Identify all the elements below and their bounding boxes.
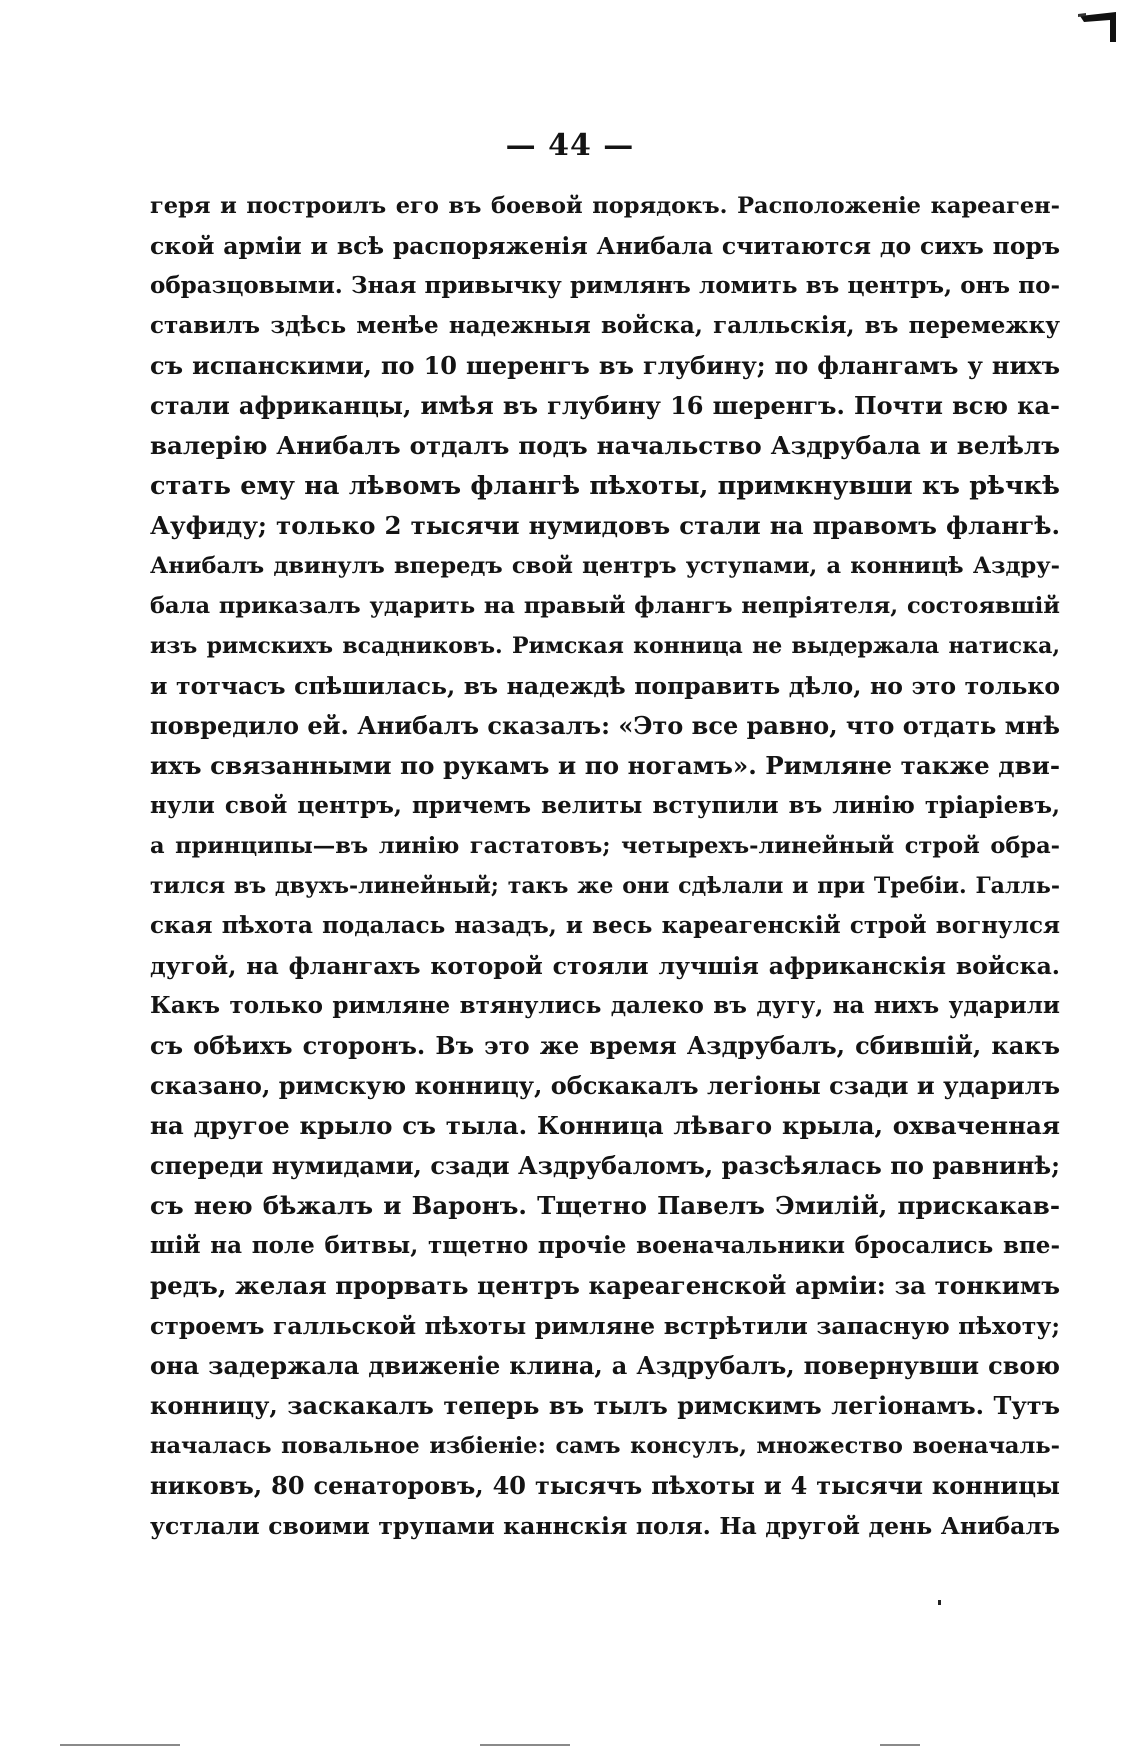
text-line: устлали своими трупами каннскія поля. На другой день Анибалъ [150, 1512, 1060, 1540]
text-line: шій на поле битвы, тщетно прочіе военачальники бросались впе- [150, 1232, 1060, 1259]
text-line: Ауфиду; только 2 тысячи нумидовъ стали на правомъ флангѣ. [150, 511, 1060, 540]
text-line: началась повальное избіеніе: самъ консулъ, множество военачаль- [150, 1433, 1060, 1459]
ink-speck [938, 1600, 941, 1605]
text-line: сказано, римскую конницу, обскакалъ легіоны сзади и ударилъ [150, 1071, 1060, 1100]
scan-edge-line [480, 1744, 570, 1746]
text-line: дугой, на флангахъ которой стояли лучшія африканскія войска. [150, 952, 1060, 980]
text-line: съ обѣихъ сторонъ. Въ это же время Аздрубалъ, сбившій, какъ [150, 1031, 1060, 1060]
text-line: изъ римскихъ всадниковъ. Римская конница не выдержала натиска, [150, 633, 1060, 659]
text-line: ставилъ здѣсь менѣе надежныя войска, галльскія, въ перемежку [150, 312, 1060, 339]
text-line: ской арміи и всѣ распоряженія Анибала считаются до сихъ поръ [150, 232, 1060, 260]
text-line: валерію Анибалъ отдалъ подъ начальство Аздрубала и велѣлъ [150, 431, 1060, 460]
text-line: ская пѣхота подалась назадъ, и весь кареагенскій строй вогнулся [150, 912, 1060, 939]
text-line: на другое крыло съ тыла. Конница лѣваго крыла, охваченная [150, 1111, 1060, 1140]
text-line: она задержала движеніе клина, а Аздрубалъ, повернувши свою [150, 1351, 1060, 1380]
text-line: образцовыми. Зная привычку римлянъ ломить въ центръ, онъ по- [150, 272, 1060, 299]
text-line: Какъ только римляне втянулись далеко въ дугу, на нихъ ударили [150, 992, 1060, 1019]
text-line: редъ, желая прорвать центръ кареагенской арміи: за тонкимъ [150, 1271, 1060, 1300]
text-line: бала приказалъ ударить на правый флангъ непріятеля, состоявшій [150, 593, 1060, 619]
text-line: конницу, заскакалъ теперь въ тылъ римскимъ легіонамъ. Тутъ [150, 1391, 1060, 1420]
text-line: нули свой центръ, причемъ велиты вступили въ линію тріаріевъ, [150, 792, 1060, 819]
text-line: строемъ галльской пѣхоты римляне встрѣтили запасную пѣхоту; [150, 1312, 1060, 1340]
text-line: съ нею бѣжалъ и Варонъ. Тщетно Павелъ Эмилій, прискакав- [150, 1191, 1060, 1220]
text-line: геря и построилъ его въ боевой порядокъ. Расположеніе кареаген- [150, 193, 1060, 219]
text-line: стать ему на лѣвомъ флангѣ пѣхоты, примкнувши къ рѣчкѣ [150, 471, 1060, 501]
scan-edge-line [880, 1744, 920, 1746]
scan-corner-artifact [1076, 10, 1118, 44]
text-line: и тотчасъ спѣшилась, въ надеждѣ поправить дѣло, но это только [150, 672, 1060, 700]
scan-edge-line [60, 1744, 180, 1746]
text-line: спереди нумидами, сзади Аздрубаломъ, разсѣялась по равнинѣ; [150, 1151, 1060, 1180]
text-line: съ испанскими, по 10 шеренгъ въ глубину; по флангамъ у нихъ [150, 351, 1060, 380]
text-line: а принципы—въ линію гастатовъ; четырехъ-линейный строй обра- [150, 833, 1060, 859]
text-line: стали африканцы, имѣя въ глубину 16 шеренгъ. Почти всю ка- [150, 391, 1060, 420]
text-line: повредило ей. Анибалъ сказалъ: «Это все равно, что отдать мнѣ [150, 711, 1060, 740]
text-line: Анибалъ двинулъ впередъ свой центръ уступами, а конницѣ Аздру- [150, 553, 1060, 579]
text-line: никовъ, 80 сенаторовъ, 40 тысячъ пѣхоты и 4 тысячи конницы [150, 1471, 1060, 1500]
text-line: ихъ связанными по рукамъ и по ногамъ». Римляне также дви- [150, 751, 1060, 780]
text-line: тился въ двухъ-линейный; такъ же они сдѣлали и при Требіи. Галль- [150, 873, 1060, 899]
body-text [150, 186, 1060, 1546]
page-number: — 44 — [505, 128, 635, 163]
